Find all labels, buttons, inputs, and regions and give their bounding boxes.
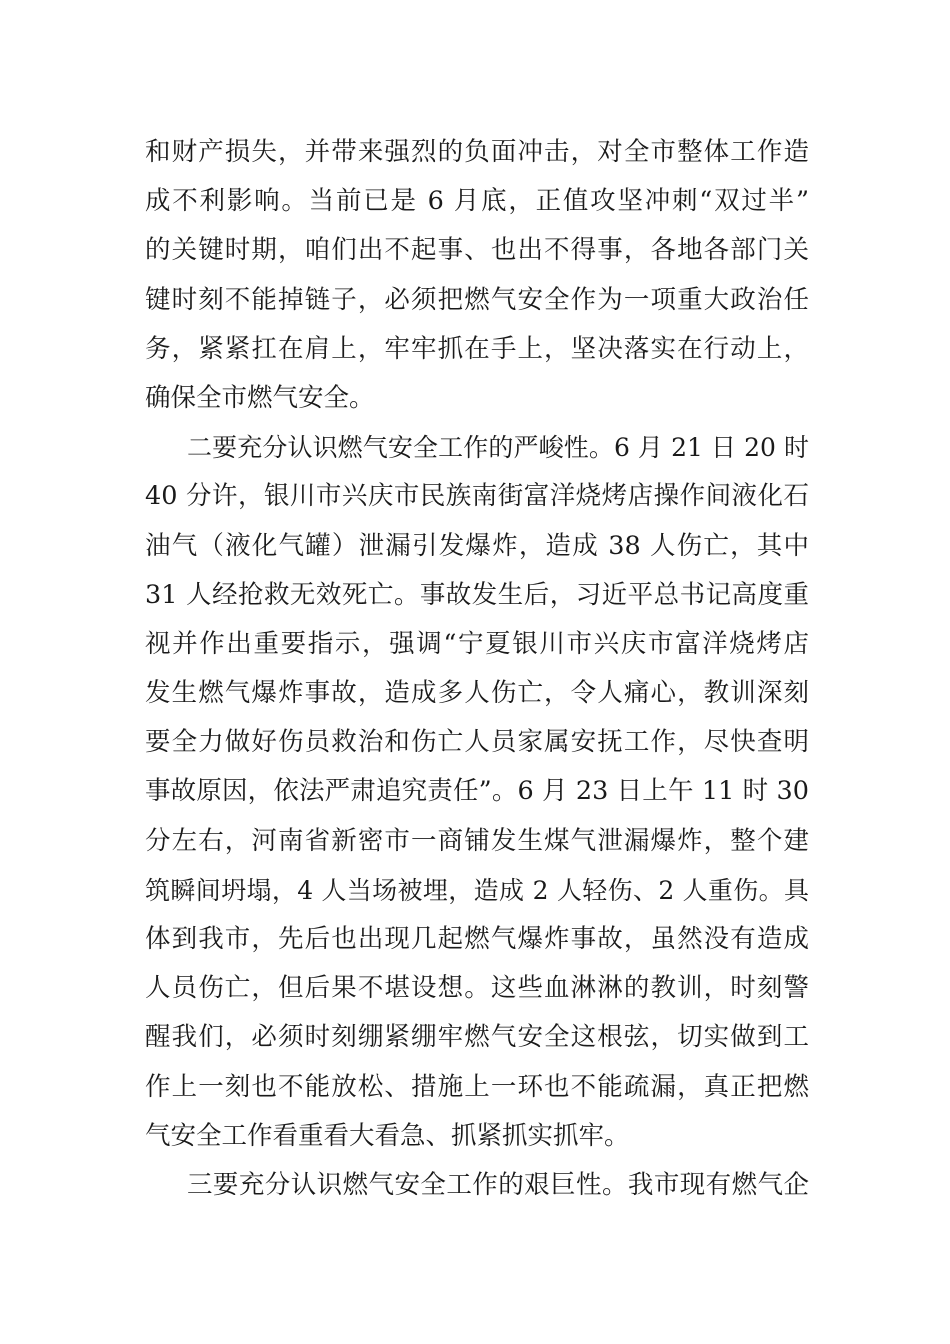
paragraph-3: [145, 1161, 809, 1210]
text-line: 发生燃气爆炸事故，造成多人伤亡，令人痛心，教训深刻: [145, 678, 809, 709]
paragraph-2: [145, 423, 809, 1161]
text-line: 醒我们，必须时刻绷紧绷牢燃气安全这根弦，切实做到工: [145, 1022, 809, 1053]
text-line: 油气（液化气罐）泄漏引发爆炸，造成 38 人伤亡，其中: [145, 530, 809, 561]
text-line: 气安全工作看重看大看急、抓紧抓实抓牢。: [145, 1120, 630, 1151]
document-body: [145, 128, 809, 1210]
text-line: 40 分许，银川市兴庆市民族南街富洋烧烤店操作间液化石: [145, 481, 809, 512]
paragraph-1: [145, 128, 809, 423]
text-line: 人员伤亡，但后果不堪设想。这些血淋淋的教训，时刻警: [145, 973, 809, 1004]
text-line: 31 人经抢救无效死亡。事故发生后，习近平总书记高度重: [145, 579, 809, 610]
text-line: 务，紧紧扛在肩上，牢牢抓在手上，坚决落实在行动上，: [145, 333, 809, 364]
text-line: 事故原因，依法严肃追究责任”。6 月 23 日上午 11 时 30: [145, 776, 809, 807]
text-line: 确保全市燃气安全。: [145, 382, 375, 413]
text-line: 三要充分认识燃气安全工作的艰巨性。我市现有燃气企: [187, 1169, 809, 1200]
text-line: 筑瞬间坍塌，4 人当场被埋，造成 2 人轻伤、2 人重伤。具: [145, 875, 809, 905]
text-line: 分左右，河南省新密市一商铺发生煤气泄漏爆炸，整个建: [145, 825, 809, 856]
text-line: 二要充分认识燃气安全工作的严峻性。6 月 21 日 20 时: [187, 433, 809, 463]
text-line: 作上一刻也不能放松、措施上一环也不能疏漏，真正把燃: [145, 1071, 809, 1102]
text-line: 视并作出重要指示，强调“宁夏银川市兴庆市富洋烧烤店: [145, 628, 809, 659]
text-line: 和财产损失，并带来强烈的负面冲击，对全市整体工作造: [145, 137, 809, 167]
text-line: 成不利影响。当前已是 6 月底，正值攻坚冲刺“双过半”: [145, 186, 809, 217]
text-line: 体到我市，先后也出现几起燃气爆炸事故，虽然没有造成: [145, 924, 809, 954]
text-line: 要全力做好伤员救治和伤亡人员家属安抚工作，尽快查明: [145, 727, 809, 758]
text-line: 的关键时期，咱们出不起事、也出不得事，各地各部门关: [145, 235, 809, 266]
text-line: 键时刻不能掉链子，必须把燃气安全作为一项重大政治任: [145, 284, 809, 315]
